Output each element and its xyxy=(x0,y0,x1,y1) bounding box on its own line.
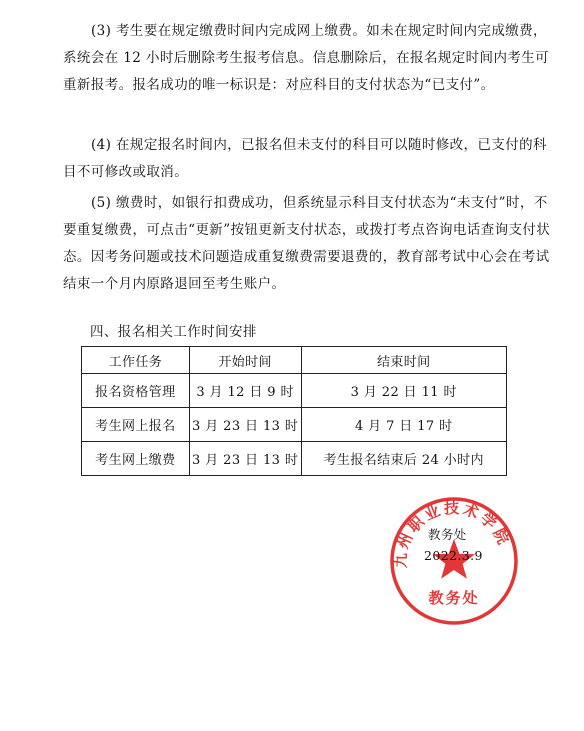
signature-date: 2022.3.9 xyxy=(424,548,483,563)
table-row xyxy=(82,442,507,476)
svg-text:九州职业技术学院: 九州职业技术学院 xyxy=(391,499,514,569)
cell-task: 考生网上缴费 xyxy=(82,442,190,476)
header-task: 工作任务 xyxy=(82,347,190,374)
paragraph-modification-rules: (4) 在规定报名时间内，已报名但未支付的科目可以随时修改，已支付的科目不可修改或取消。 xyxy=(63,137,547,180)
cell-start: 3 月 23 日 13 时 xyxy=(189,442,301,476)
table-row xyxy=(82,408,507,442)
cell-task: 报名资格管理 xyxy=(82,374,190,408)
table-row xyxy=(82,374,507,408)
cell-start: 3 月 23 日 13 时 xyxy=(189,408,301,442)
cell-task: 考生网上报名 xyxy=(82,408,190,442)
cell-end: 3 月 22 日 11 时 xyxy=(301,374,507,408)
table-header-row xyxy=(82,347,507,374)
schedule-table xyxy=(81,346,507,476)
cell-end: 考生报名结束后 24 小时内 xyxy=(301,442,507,476)
section-heading-schedule: 四、报名相关工作时间安排 xyxy=(90,324,257,340)
signature-office: 教务处 xyxy=(428,527,467,542)
paragraph-payment-status: (5) 缴费时，如银行扣费成功，但系统显示科目支付状态为“未支付”时，不要重复缴费，可点击“更新”按钮更新支付状态，或拨打考点咨询电话查询支付状态。因考务问题或技术问题造成重复缴费需要退费的，教育部考试中心会在考试结束一个月内原路退回至考生账户。 xyxy=(63,195,551,292)
header-start-time: 开始时间 xyxy=(189,347,301,374)
header-end-time: 结束时间 xyxy=(301,347,507,374)
paragraph-payment-deadline: (3) 考生要在规定缴费时间内完成网上缴费。如未在规定时间内完成缴费，系统会在 12 小时后删除考生报考信息。信息删除后，在报名规定时间内考生可重新报考。报名成功的唯一标识是：对应科目的支付状态为“已支付”。 xyxy=(63,23,550,93)
cell-end: 4 月 7 日 17 时 xyxy=(301,408,507,442)
cell-start: 3 月 12 日 9 时 xyxy=(189,374,301,408)
svg-text:教务处: 教务处 xyxy=(428,589,480,607)
